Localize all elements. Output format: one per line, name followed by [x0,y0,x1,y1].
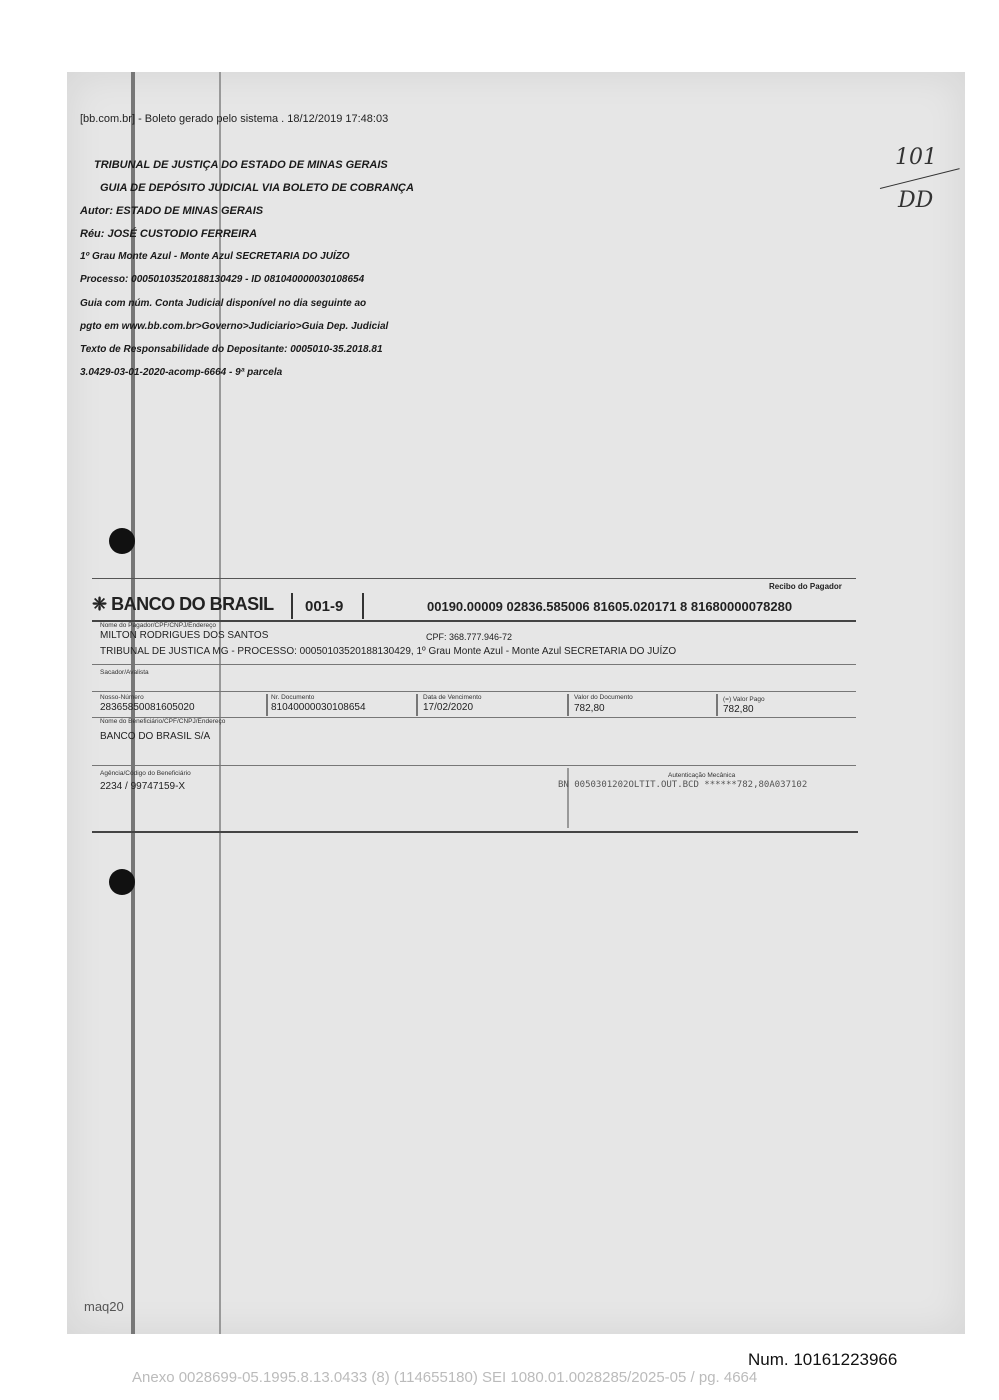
nosso-numero: 28365850081605020 [100,702,195,713]
bank-logo-icon: ❈ [92,594,107,614]
divider [362,593,364,619]
boleto-rule [92,691,856,692]
header-line: GUIA DE DEPÓSITO JUDICIAL VIA BOLETO DE COBRANÇA [100,182,414,194]
field-label: Nome do Pagador/CPF/CNPJ/Endereço [100,622,216,629]
beneficiario: BANCO DO BRASIL S/A [100,731,211,742]
document-number: Num. 10161223966 [748,1350,898,1369]
mechanical-authentication: BN 0050301202OLTIT.OUT.BCD ******782,80A037102 [558,780,808,790]
annex-reference: Anexo 0028699-05.1995.8.13.0433 (8) (114655180) SEI 1080.01.0028285/2025-05 / pg. 4664 [132,1369,758,1386]
payer-name: MILTON RODRIGUES DOS SANTOS [100,630,269,641]
vencimento: 17/02/2020 [423,702,474,713]
receipt-label: Recibo do Pagador [769,582,842,591]
payer-address: TRIBUNAL DE JUSTICA MG - PROCESSO: 00050103520188130429, 1º Grau Monte Azul - Monte Azul SECRETARIA DO JUÍZO [100,646,677,657]
field-label: Nr. Documento [271,694,315,701]
valor-documento: 782,80 [574,703,605,714]
field-label: Valor do Documento [574,694,633,701]
boleto-top-rule [92,578,856,579]
header-line: pgto em www.bb.com.br>Governo>Judiciario>Guia Dep. Judicial [80,321,389,332]
valor-pago: 782,80 [723,704,754,715]
header-line: Autor: ESTADO DE MINAS GERAIS [80,205,264,217]
payer-cpf: CPF: 368.777.946-72 [426,632,513,642]
documento: 81040000030108654 [271,702,366,713]
header-line: Guia com núm. Conta Judicial disponível no dia seguinte ao [80,298,367,309]
header-line: 3.0429-03-01-2020-acomp-6664 - 9ª parcela [80,367,283,378]
field-label: Data de Vencimento [423,694,482,701]
boleto-rule [92,664,856,665]
field-label: Nosso-Número [100,694,144,701]
header-line: Processo: 00050103520188130429 - ID 081040000030108654 [80,274,365,285]
field-label: Autenticação Mecânica [668,772,736,779]
field-label: (=) Valor Pago [723,696,765,703]
field-label: Agência/Código do Beneficiário [100,770,191,777]
field-divider [567,768,569,828]
agencia-codigo: 2234 / 99747159-X [100,781,186,792]
punch-hole [109,528,135,554]
header-line: Texto de Responsabilidade do Depositante: 0005010-35.2018.81 [80,344,383,355]
boleto-bottom-rule [92,831,858,833]
divider [291,593,293,619]
boleto-rule [92,765,856,766]
handwritten-page-number: 101 [895,145,937,170]
bank-name: BANCO DO BRASIL [111,594,274,614]
handwritten-initials: DD [898,188,934,213]
field-divider [716,694,718,716]
header-line: 1º Grau Monte Azul - Monte Azul SECRETARIA DO JUÍZO [80,251,350,262]
header-line: Réu: JOSÉ CUSTODIO FERREIRA [80,228,258,240]
field-label: Nome do Beneficiário/CPF/CNPJ/Endereço [100,718,226,725]
field-divider [567,694,569,716]
source-line: [bb.com.br] - Boleto gerado pelo sistema . 18/12/2019 17:48:03 [80,113,389,125]
field-divider [266,694,268,716]
header-line: TRIBUNAL DE JUSTIÇA DO ESTADO DE MINAS GERAIS [94,159,388,171]
digitable-line: 00190.00009 02836.585006 81605.020171 8 81680000078280 [427,599,793,614]
field-label: Sacador/Avalista [100,669,149,676]
machine-id: maq20 [84,1299,124,1314]
field-divider [416,694,418,716]
bank-logo [92,594,274,615]
punch-hole [109,869,135,895]
bank-code: 001-9 [305,598,344,615]
